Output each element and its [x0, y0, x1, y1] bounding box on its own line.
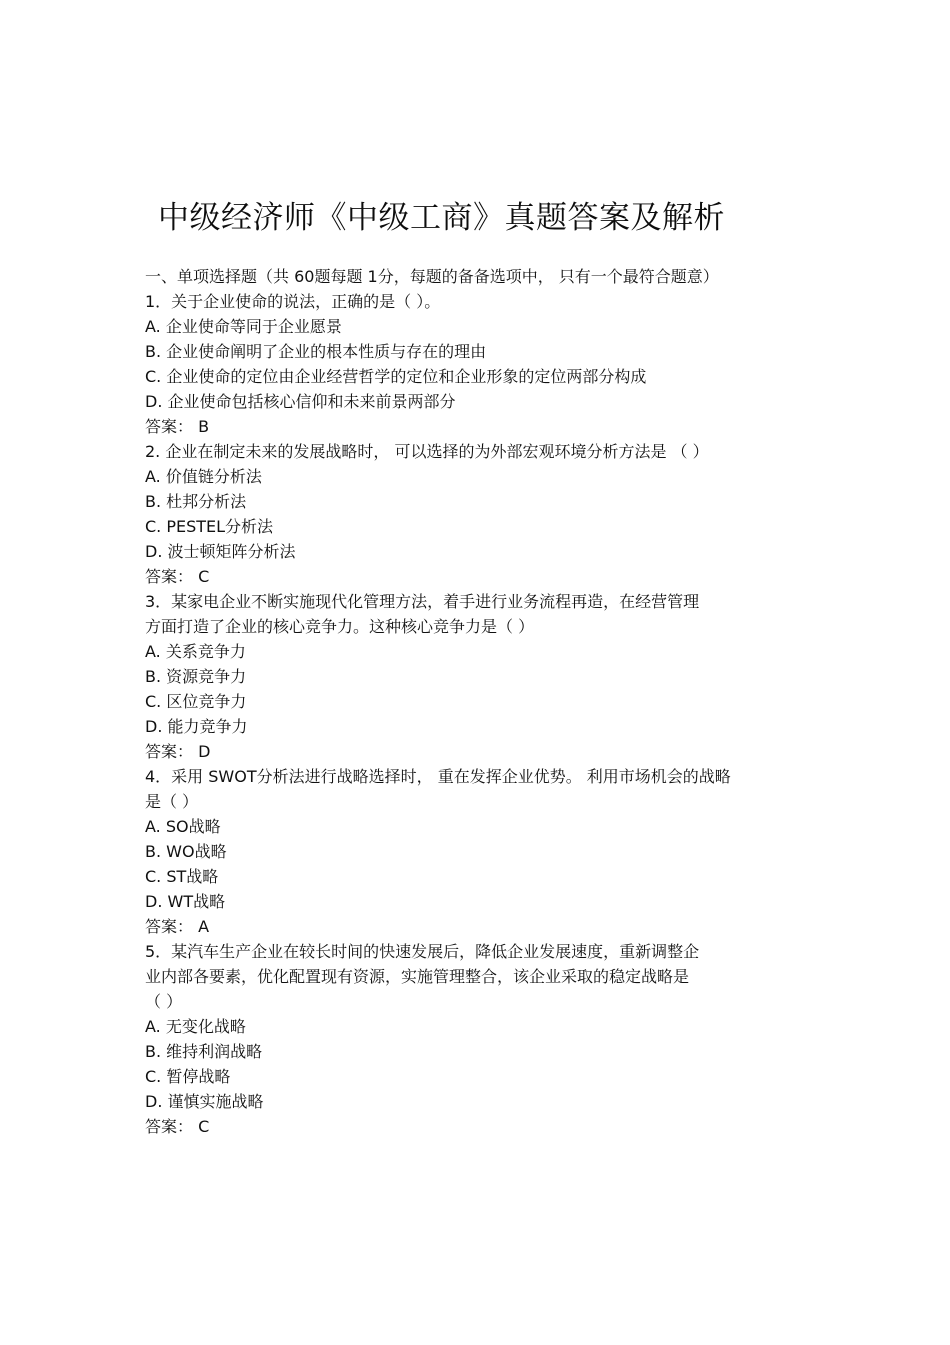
option-b: B. WO战略 — [145, 842, 227, 861]
answer: 答案： A — [145, 917, 210, 936]
question-stem: 5．某汽车生产企业在较长时间的快速发展后，降低企业发展速度，重新调整企 — [145, 942, 700, 961]
option-d: D. 能力竞争力 — [145, 717, 248, 736]
question-3 — [145, 589, 825, 764]
option-b: B. 资源竞争力 — [145, 667, 247, 686]
option-d: D. WT战略 — [145, 892, 226, 911]
question-stem-continued: 方面打造了企业的核心竞争力。这种核心竞争力是（ ） — [145, 617, 535, 636]
option-d: D. 波士顿矩阵分析法 — [145, 542, 296, 561]
option-a: A. 关系竞争力 — [145, 642, 246, 661]
question-stem: 4．采用 SWOT分析法进行战略选择时， 重在发挥企业优势。 利用市场机会的战略 — [145, 767, 731, 786]
option-c: C. 区位竞争力 — [145, 692, 247, 711]
question-2 — [145, 439, 825, 589]
question-stem-continued: 是（ ） — [145, 792, 199, 811]
option-c: C. 企业使命的定位由企业经营哲学的定位和企业形象的定位两部分构成 — [145, 367, 647, 386]
option-c: C. 暂停战略 — [145, 1067, 231, 1086]
question-5 — [145, 939, 825, 1139]
document-title: 中级经济师《中级工商》真题答案及解析 — [158, 200, 725, 236]
option-c: C. ST战略 — [145, 867, 219, 886]
question-4 — [145, 764, 825, 939]
question-stem: 3．某家电企业不断实施现代化管理方法，着手进行业务流程再造，在经营管理 — [145, 592, 700, 611]
option-b: B. 企业使命阐明了企业的根本性质与存在的理由 — [145, 342, 487, 361]
option-a: A. SO战略 — [145, 817, 221, 836]
option-d: D. 企业使命包括核心信仰和未来前景两部分 — [145, 392, 456, 411]
question-stem: 2. 企业在制定未来的发展战略时， 可以选择的为外部宏观环境分析方法是 （ ） — [145, 442, 709, 461]
answer: 答案： D — [145, 742, 211, 761]
section-heading: 一、单项选择题（共 60题每题 1分，每题的备备选项中， 只有一个最符合题意） — [145, 267, 719, 286]
answer: 答案： C — [145, 567, 210, 586]
option-a: A. 价值链分析法 — [145, 467, 262, 486]
option-d: D. 谨慎实施战略 — [145, 1092, 264, 1111]
document-body — [145, 264, 825, 1139]
option-a: A. 无变化战略 — [145, 1017, 246, 1036]
question-1 — [145, 289, 825, 439]
answer: 答案： B — [145, 417, 210, 436]
option-b: B. 维持利润战略 — [145, 1042, 263, 1061]
answer: 答案： C — [145, 1117, 210, 1136]
question-stem-continued: 业内部各要素，优化配置现有资源，实施管理整合，该企业采取的稳定战略是 — [145, 967, 690, 986]
option-b: B. 杜邦分析法 — [145, 492, 247, 511]
question-stem: 1．关于企业使命的说法，正确的是（ ）。 — [145, 292, 441, 311]
option-a: A. 企业使命等同于企业愿景 — [145, 317, 342, 336]
option-c: C. PESTEL分析法 — [145, 517, 274, 536]
question-stem-continued: （ ） — [145, 992, 183, 1011]
